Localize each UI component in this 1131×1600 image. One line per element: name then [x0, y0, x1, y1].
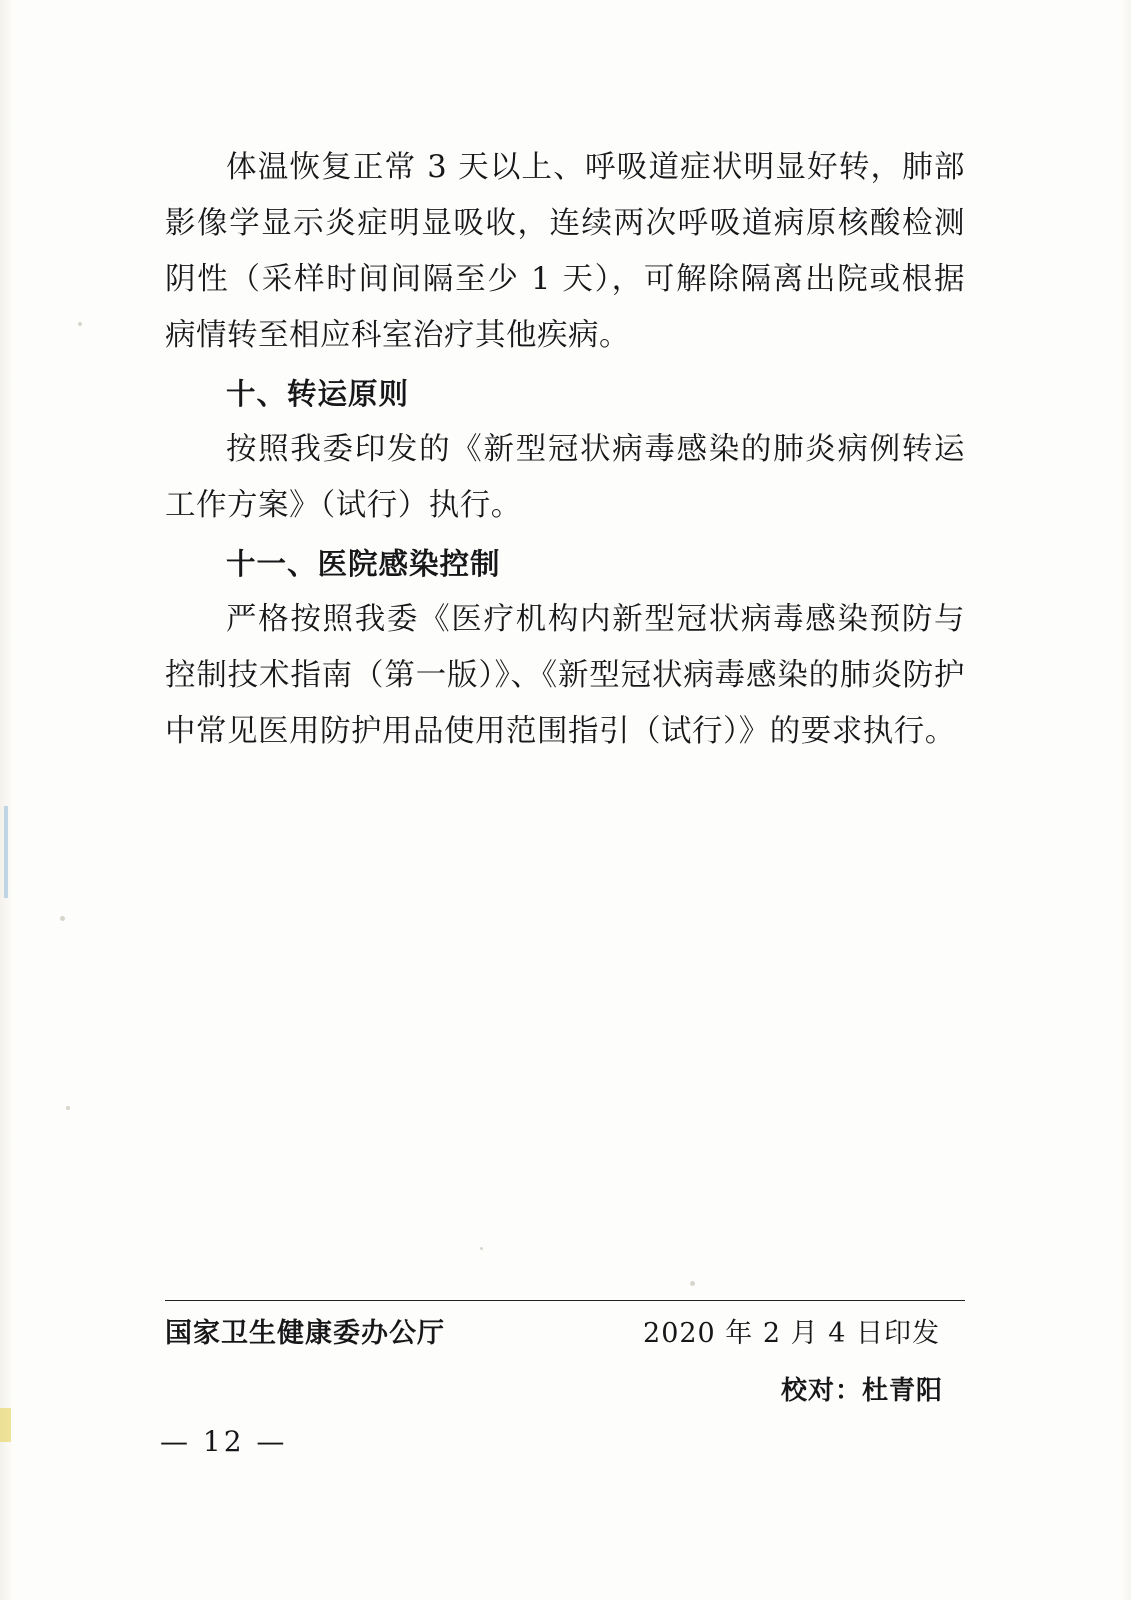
scan-margin-mark-blue: [4, 806, 8, 898]
footer-date: 2020 年 2 月 4 日印发: [643, 1318, 940, 1349]
footer-issuer: 国家卫生健康委办公厅: [165, 1318, 445, 1349]
scan-edge-left: [0, 0, 14, 1600]
scan-speck: [60, 916, 65, 921]
scan-speck: [78, 322, 82, 326]
scan-speck: [480, 1247, 483, 1250]
paragraph-discharge-criteria: 体温恢复正常 3 天以上、呼吸道症状明显好转，肺部影像学显示炎症明显吸收，连续两次呼吸道病原核酸检测阴性（采样时间间隔至少 1 天），可解除隔离出院或根据病情转至相应科室治疗其他疾病。: [165, 150, 965, 353]
paragraph-section-eleven: 严格按照我委《医疗机构内新型冠状病毒感染预防与控制技术指南（第一版）》、《新型冠状病毒感染的肺炎防护中常见医用防护用品使用范围指引（试行）》的要求执行。: [165, 602, 965, 749]
scan-speck: [690, 1281, 695, 1286]
document-body: [165, 140, 965, 760]
scan-margin-mark-yellow: [0, 1408, 11, 1442]
heading-section-eleven: 十一、医院感染控制: [226, 547, 501, 581]
footer-proofreader: 校对：杜青阳: [780, 1376, 943, 1406]
heading-section-ten: 十、转运原则: [226, 377, 410, 411]
scan-edge-right: [1121, 0, 1131, 1600]
page-number: — 12 —: [160, 1425, 288, 1458]
footer-row: [165, 1301, 965, 1350]
document-footer: [165, 1300, 965, 1407]
paragraph-section-ten: 按照我委印发的《新型冠状病毒感染的肺炎病例转运工作方案》（试行）执行。: [165, 432, 965, 523]
scan-speck: [66, 1106, 70, 1110]
